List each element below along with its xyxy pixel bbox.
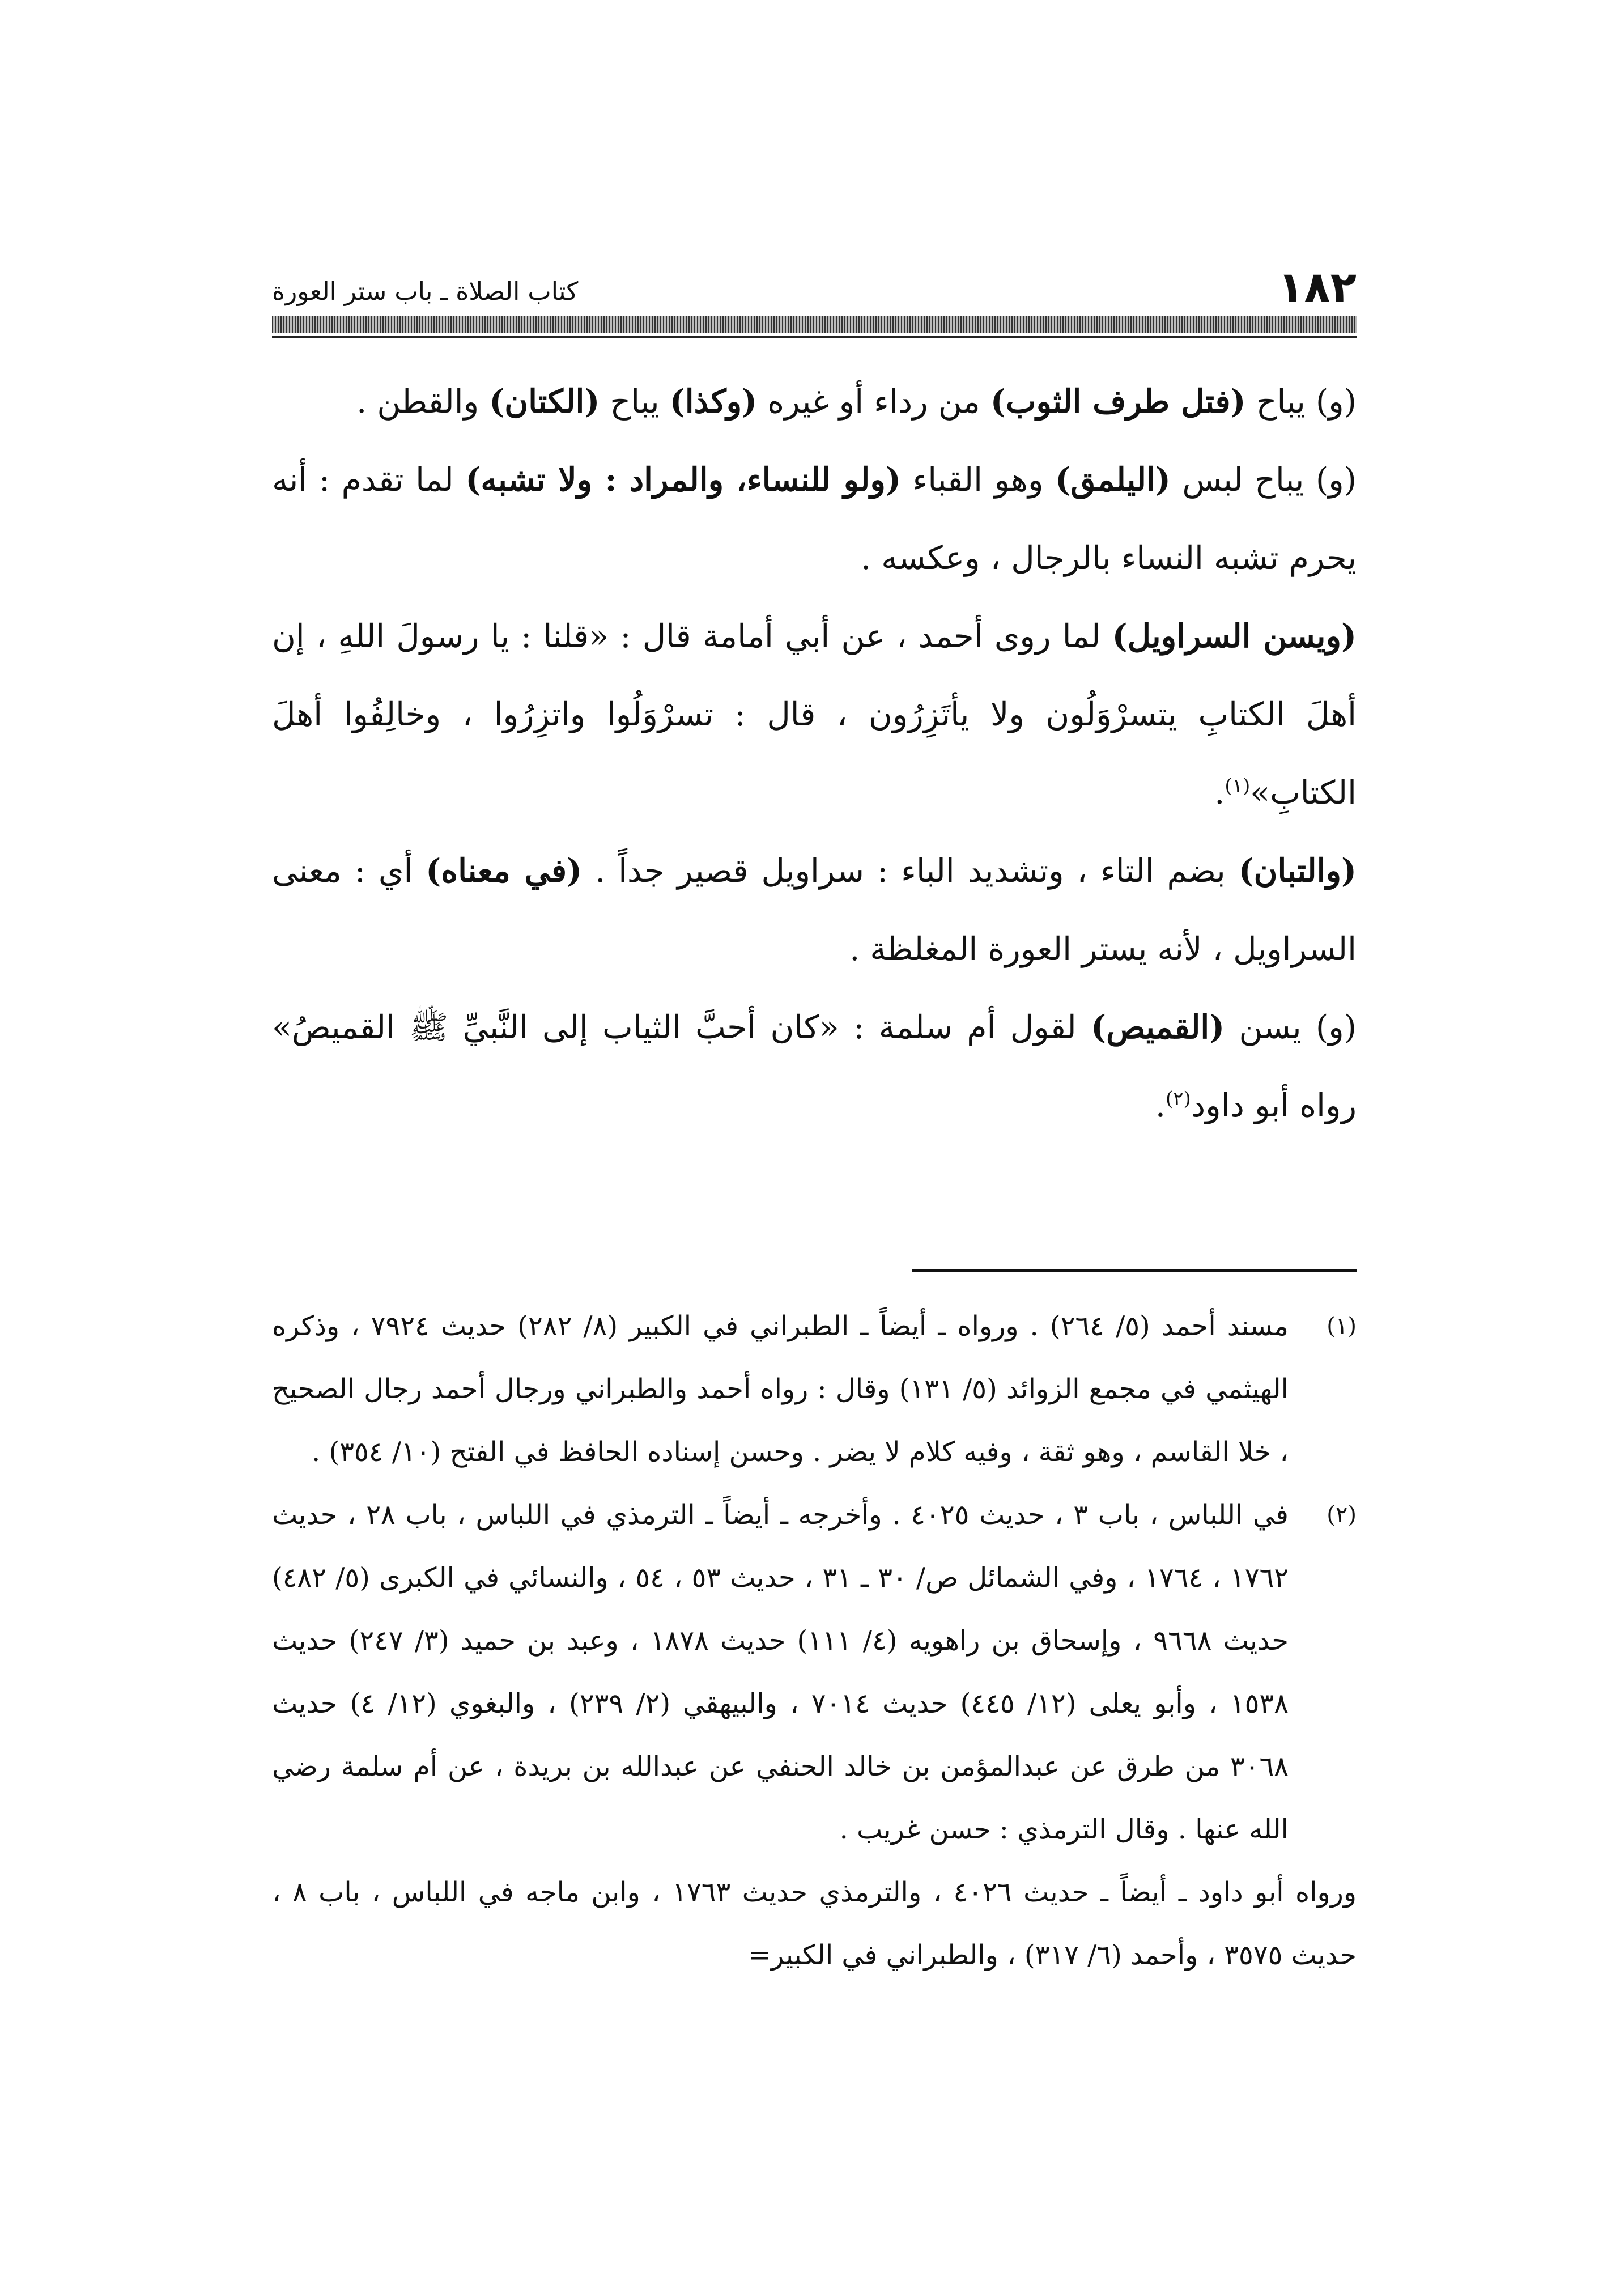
text-segment: لما روى أحمد ، عن أبي أمامة قال : «قلنا : يا رسولَ اللهِ ، إن أهلَ الكتابِ يتسرْوَلُون ولا يأتَزِرُون ، قال : تسرْوَلُوا واتزِرُوا ، وخالِفُوا أهلَ الكتابِ» — [272, 618, 1357, 812]
paragraph-fatl — [272, 363, 1357, 441]
text-segment: (و) يباح لبس — [1170, 461, 1357, 499]
paragraph-yalmaq — [272, 441, 1357, 597]
paragraph-qamis — [272, 988, 1357, 1145]
matn-yalmaq: (اليلمق) — [1055, 461, 1171, 499]
footnote-ref-1[interactable]: (١) — [1225, 775, 1251, 797]
text-segment: وهو القباء — [900, 461, 1056, 499]
footnote-separator — [912, 1269, 1357, 1272]
footnote-text: مسند أحمد (٥/ ٢٦٤) . ورواه ـ أيضاً ـ الطبراني في الكبير (٨/ ٢٨٢) حديث ٧٩٢٤ ، وذكره الهيثمي في مجمع الزوائد (٥/ ١٣١) وقال : رواه أحمد والطبراني ورجال أحمد رجال الصحيح ، خلا القاسم ، وهو ثقة ، وفيه كلام لا يضر . وحسن إسناده الحافظ في الفتح (١٠/ ٣٥٤) . — [272, 1310, 1289, 1468]
matn-tubban: (والتبان) — [1238, 852, 1357, 890]
paragraph-tubban — [272, 832, 1357, 988]
text-segment: والقطن . — [356, 383, 490, 421]
running-title: كتاب الصلاة ـ باب ستر العورة — [272, 277, 579, 306]
footnotes — [272, 1295, 1357, 1987]
matn-sarawil: (ويسن السراويل) — [1112, 617, 1357, 655]
matn-fatl: (فتل طرف الثوب) — [990, 383, 1246, 421]
matn-wakadha: (وكذا) — [669, 383, 758, 421]
footnote-continuation: ورواه أبو داود ـ أيضاً ـ حديث ٤٠٢٦ ، والترمذي حديث ١٧٦٣ ، وابن ماجه في اللباس ، باب ٨ ، حديث ٣٥٧٥ ، وأحمد (٦/ ٣١٧) ، والطبراني في الكبير= — [272, 1876, 1357, 1971]
footnote-number: (١) — [1327, 1313, 1357, 1339]
matn-lilnisa: (ولو للنساء، والمراد : ولا تشبه) — [465, 461, 901, 499]
footnote-1 — [272, 1295, 1357, 1484]
footnote-2 — [272, 1484, 1357, 1861]
text-segment: يباح — [600, 383, 670, 421]
text-segment: من رداء أو غيره — [757, 383, 990, 421]
footnote-ref-2[interactable]: (٢) — [1165, 1088, 1191, 1110]
matn-kattan: (الكتان) — [489, 383, 600, 421]
text-segment: . — [1214, 774, 1225, 812]
text-segment: لما تقدم : أنه يحرم تشبه النساء بالرجال ، وعكسه . — [272, 461, 1357, 577]
paragraph-sarawil — [272, 597, 1357, 832]
main-text — [272, 363, 1357, 1145]
page-number: ١٨٢ — [1277, 262, 1357, 312]
matn-fi-manah: (في معناه) — [426, 852, 583, 890]
text-segment: لقول أم سلمة : «كان أحبَّ الثياب إلى النَّبيِّ ﷺ القميصُ» رواه أبو داود — [272, 1009, 1357, 1124]
footnote-number: (٢) — [1327, 1502, 1357, 1528]
matn-qamis: (القميص) — [1091, 1008, 1225, 1046]
footnote-text: في اللباس ، باب ٣ ، حديث ٤٠٢٥ . وأخرجه ـ أيضاً ـ الترمذي في اللباس ، باب ٢٨ ، حديث ١٧٦٢ ، ١٧٦٤ ، وفي الشمائل ص/ ٣٠ ـ ٣١ ، حديث ٥٣ ، ٥٤ ، والنسائي في الكبرى (٥/ ٤٨٢) حديث ٩٦٦٨ ، وإسحاق بن راهويه (٤/ ١١١) حديث ١٨٧٨ ، وعبد بن حميد (٣/ ٢٤٧) حديث ١٥٣٨ ، وأبو يعلى (١٢/ ٤٤٥) حديث ٧٠١٤ ، والبيهقي (٢/ ٢٣٩) ، والبغوي (١٢/ ٤) حديث ٣٠٦٨ من طرق عن عبدالمؤمن بن خالد الحنفي عن عبدالله بن بريدة ، عن أم سلمة رضي الله عنها . وقال الترمذي : حسن غريب . — [272, 1499, 1289, 1845]
text-segment: بضم التاء ، وتشديد الباء : سراويل قصير جداً . — [582, 852, 1239, 890]
page-header — [272, 258, 1357, 312]
text-segment: (و) يباح — [1245, 383, 1357, 421]
text-segment: . — [1155, 1087, 1166, 1124]
text-segment: (و) يسن — [1225, 1009, 1357, 1046]
header-divider — [272, 316, 1357, 333]
text-segment: أي : معنى السراويل ، لأنه يستر العورة المغلظة . — [272, 852, 1357, 968]
